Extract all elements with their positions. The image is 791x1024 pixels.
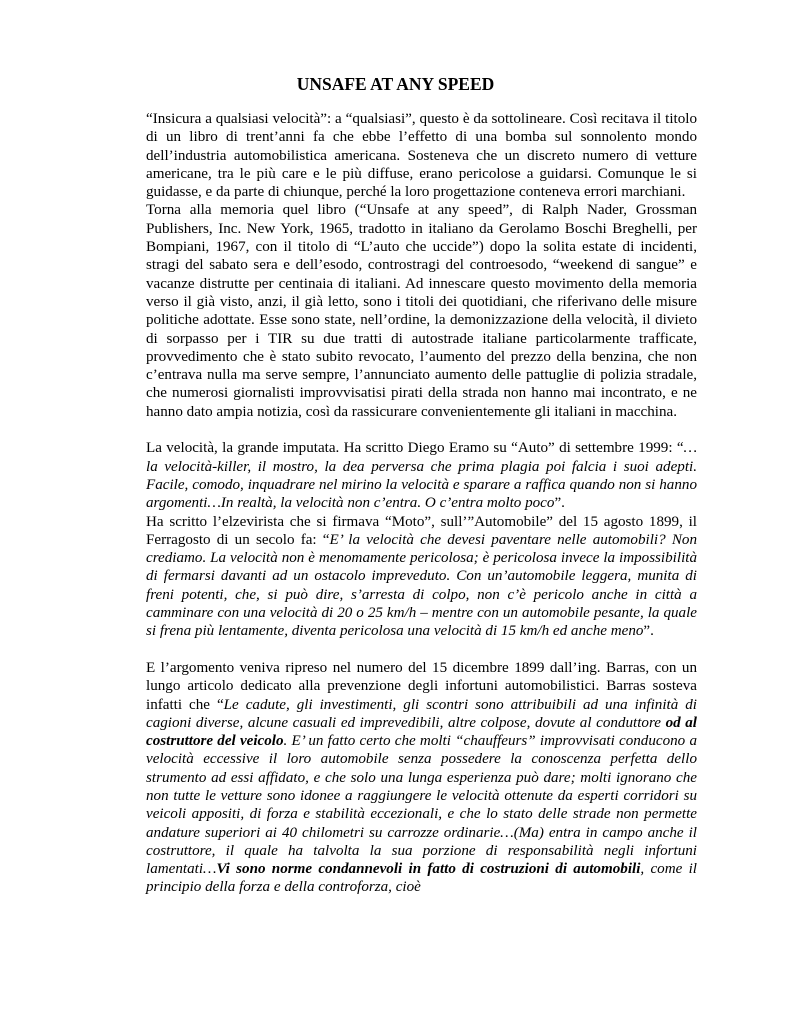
paragraph-eramo [146, 439, 697, 512]
moto-quote: E’ la velocità che devesi paventare nelle automobili? Non crediamo. La velocità non è menomamente pericolosa; è pericolosa invece la impossibilità di fermarsi davanti ad un ostacolo impreveduto. Con un’automobile leggera, munita di freni potenti, che, si può dire, s’arresta di colpo, non c’è pericolo anche in città a camminare con una velocità di 20 o 25 km/h – mentre con un automobile pesante, la quale si frena più lentamente, diventa pericolosa una velocità di 15 km/h ed anche meno [146, 531, 697, 640]
paragraph-moto [146, 513, 697, 641]
eramo-intro: La velocità, la grande imputata. Ha scritto Diego Eramo su “Auto” di settembre 1999: “ [146, 440, 684, 457]
moto-intro: Ha scritto l’elzevirista che si firmava “Moto”, sull’”Automobile” del 15 agosto 1899, il Ferragosto di un secolo fa: “ [146, 513, 697, 548]
document-title: UNSAFE AT ANY SPEED [296, 74, 495, 94]
paragraph-intro: “Insicura a qualsiasi velocità”: a “qualsiasi”, questo è da sottolineare. Così recitava il titolo di un libro di trent’anni fa che ebbe l’effetto di una bomba sul sonnolento mondo dell’industria automobilistica americana. Sosteneva che un discreto numero di vetture americane, tra le più care e le più diffuse, erano pericolose a guidarsi. Comunque le si guidasse, e da parte di chiunque, perché la loro progettazione conteneva errori marchiani. [146, 111, 697, 201]
eramo-quote: …la velocità-killer, il mostro, la dea perversa che prima plagia poi falcia i suoi adepti. Facile, comodo, inquadrare nel mirino la velocità e sparare a raffica quando non si hanno argomenti…In realtà, la velocità non c’entra. O c’entra molto poco [146, 440, 697, 512]
barras-quote-2: . E’ un fatto certo che molti “chauffeurs” improvvisati conducono a velocità eccessive il loro automobile senza possedere la conoscenza perfetta dello strumento ad essi affidato, e che solo una lunga esperienza può dare; molti ignorano che non tutte le vetture sono idonee a raggiungere le velocità ottenute da esperti corridori su veicoli appositi, di forza e stabilità eccezionali, e che lo stato delle strade non permette andature superiori ai 40 chilometri su carrozze ordinarie…(Ma) entra in campo anche il costruttore, il quale ha talvolta la sua porzione di responsabilità negli infortuni lamentati… [146, 733, 697, 878]
paragraph-barras [146, 659, 697, 897]
barras-quote-1: Le cadute, gli investimenti, gli scontri sono attribuibili ad una infinità di cagioni diverse, alcune casuali ed imprevedibili, altre colpose, dovute al conduttore [146, 696, 698, 731]
moto-close: ”. [643, 623, 654, 640]
barras-bold-1: od al costruttore del veicolo [146, 714, 697, 750]
barras-bold-2: Vi sono norme condannevoli in fatto di costruzioni di automobili [216, 861, 641, 878]
paragraph-memory: Torna alla memoria quel libro (“Unsafe at any speed”, di Ralph Nader, Grossman Publishers, Inc. New York, 1965, tradotto in italiano da Gerolamo Boschi Breghelli, per Bompiani, 1967, con il titolo di “L’auto che uccide”) dopo la solita estate di incidenti, stragi del sabato sera e dell’esodo, controstragi del controesodo, “weekend di sangue” e vacanze distrutte per centinaia di italiani. Ad innescare questo movimento della memoria verso il già visto, anzi, il già letto, sono i titoli dei quotidiani, che riferivano delle misure politiche adottate. Esse sono state, nell’ordine, la demonizzazione della velocità, il divieto di sorpasso per i TIR su due tratti di autostrade italiane particolarmente trafficate, provvedimento che è stato subito revocato, l’aumento del prezzo della benzina, che non c’entrava nulla ma serve sempre, l’annunciato aumento delle pattuglie di polizia stradale, che numerosi giornalisti improvvisatisi pirati della strada non hanno mai incontrato, e ne hanno dato ampia notizia, così da rassicurare convenientemente gli italiani in macchina. [146, 202, 697, 420]
barras-quote-3: , come il principio della forza e della controforza, cioè [146, 861, 697, 896]
eramo-close: ”. [554, 495, 565, 512]
barras-intro: E l’argomento veniva ripreso nel numero del 15 dicembre 1899 dall’ing. Barras, con un lungo articolo dedicato alla prevenzione degli infortuni automobilistici. Barras sosteva infatti che “ [146, 659, 697, 713]
document-body [146, 110, 697, 897]
